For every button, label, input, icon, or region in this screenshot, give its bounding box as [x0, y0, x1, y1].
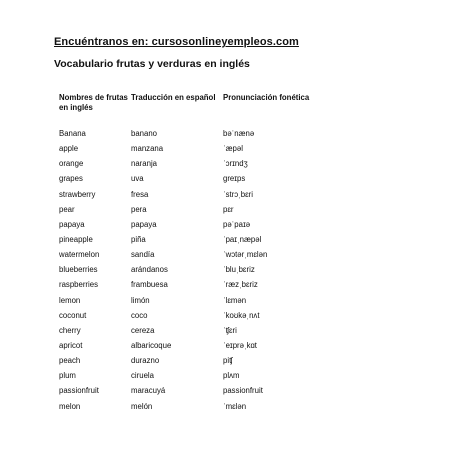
english-word: cherry [59, 325, 81, 335]
phonetic-transcription: ˈæpəl [223, 144, 243, 154]
phonetic-transcription: ˈkoʊkəˌnʌt [223, 310, 260, 320]
phonetic-transcription: pɛr [223, 204, 234, 214]
spanish-word: naranja [131, 159, 158, 169]
spanish-word: coco [131, 310, 148, 320]
table-row [59, 144, 353, 159]
english-word: orange [59, 159, 84, 169]
english-word: peach [59, 356, 81, 366]
table-row [59, 190, 353, 205]
spanish-word: arándanos [131, 265, 168, 275]
phonetic-transcription: ˈstrɔˌbɛri [223, 189, 253, 199]
phonetic-transcription: ˈpaɪˌnæpəl [223, 234, 262, 244]
phonetic-transcription: plʌm [223, 371, 240, 381]
english-word: lemon [59, 295, 81, 305]
spanish-word: uva [131, 174, 144, 184]
english-word: papaya [59, 219, 85, 229]
table-row [59, 402, 353, 417]
phonetic-transcription: pəˈpaɪə [223, 219, 251, 229]
website-link[interactable]: Encuéntranos en: cursosonlineyempleos.com [54, 36, 299, 48]
table-row [59, 296, 353, 311]
spanish-word: durazno [131, 356, 160, 366]
spanish-word: limón [131, 295, 150, 305]
header-spanish-translation: Traducción en español [131, 93, 216, 102]
table-row [59, 356, 353, 371]
table-row [59, 311, 353, 326]
english-word: watermelon [59, 250, 100, 260]
spanish-word: manzana [131, 144, 164, 154]
english-word: melon [59, 401, 81, 411]
header-phonetic-pronunciation: Pronunciación fonética [223, 93, 310, 102]
phonetic-transcription: ˈmɛlən [223, 401, 247, 411]
table-row [59, 235, 353, 250]
phonetic-transcription: ˈbluˌbɛriz [223, 265, 255, 275]
phonetic-transcription: greɪps [223, 174, 246, 184]
spanish-word: ciruela [131, 371, 154, 381]
phonetic-transcription: bəˈnænə [223, 129, 255, 138]
english-word: passionfruit [59, 386, 99, 396]
english-word: grapes [59, 174, 83, 184]
table-body [59, 129, 353, 417]
english-word: apricot [59, 340, 83, 350]
table-row [59, 159, 353, 174]
phonetic-transcription: ˈʧɛri [223, 325, 237, 335]
spanish-word: maracuyá [131, 386, 166, 396]
table-row [59, 265, 353, 280]
table-header-row [59, 93, 353, 129]
english-word: pear [59, 204, 75, 214]
english-word: pineapple [59, 234, 93, 244]
header-english-names: Nombres de frutas en inglés [59, 93, 128, 112]
page-title: Vocabulario frutas y verduras en inglés [54, 58, 250, 70]
phonetic-transcription: ˈɔrɪndʒ [223, 159, 248, 169]
phonetic-transcription: ˈwɔtərˌmɛlən [223, 250, 268, 260]
english-word: strawberry [59, 189, 96, 199]
phonetic-transcription: ˈeɪprəˌkɑt [223, 340, 257, 350]
table-row [59, 371, 353, 386]
english-word: plum [59, 371, 76, 381]
spanish-word: pera [131, 204, 147, 214]
table-row [59, 174, 353, 189]
english-word: Banana [59, 129, 86, 138]
spanish-word: banano [131, 129, 158, 138]
table-row [59, 386, 353, 401]
phonetic-transcription: ˈræzˌbɛriz [223, 280, 258, 290]
spanish-word: fresa [131, 189, 149, 199]
spanish-word: albaricoque [131, 340, 172, 350]
vocabulary-table [59, 93, 353, 417]
phonetic-transcription: piʧ [223, 356, 233, 366]
table-row [59, 326, 353, 341]
spanish-word: piña [131, 234, 146, 244]
spanish-word: melón [131, 401, 153, 411]
table-row [59, 341, 353, 356]
english-word: blueberries [59, 265, 98, 275]
spanish-word: sandía [131, 250, 155, 260]
table-row [59, 220, 353, 235]
english-word: coconut [59, 310, 87, 320]
english-word: raspberries [59, 280, 98, 290]
table-row [59, 250, 353, 265]
english-word: apple [59, 144, 79, 154]
spanish-word: frambuesa [131, 280, 168, 290]
spanish-word: papaya [131, 219, 157, 229]
spanish-word: cereza [131, 325, 155, 335]
table-row [59, 129, 353, 144]
table-row [59, 205, 353, 220]
phonetic-transcription: passionfruit [223, 386, 263, 396]
table-row [59, 280, 353, 295]
phonetic-transcription: ˈlɛmən [223, 295, 247, 305]
